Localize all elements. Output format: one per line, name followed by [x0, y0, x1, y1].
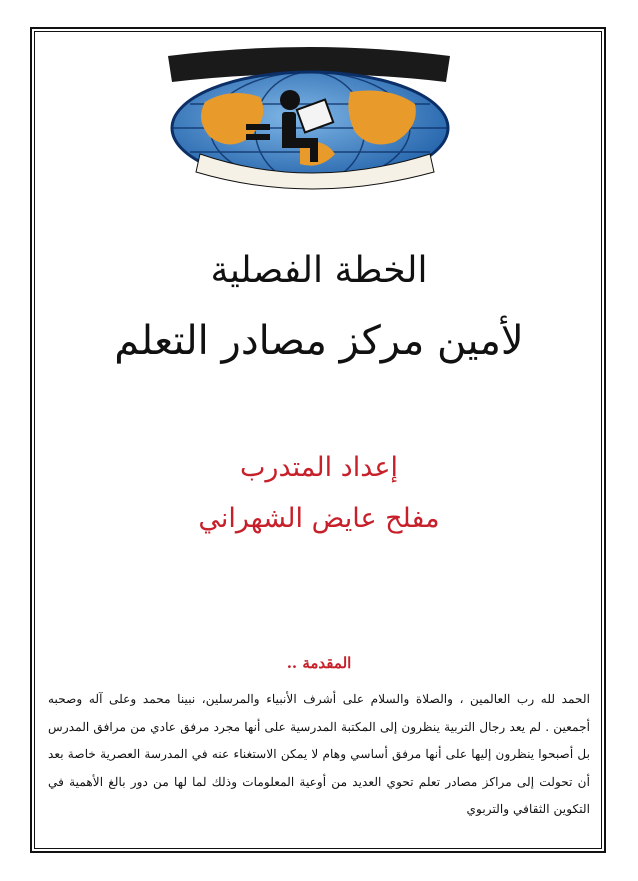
- title-line-1: الخطة الفصلية: [210, 250, 428, 291]
- title-line-2: لأمين مركز مصادر التعلم: [114, 318, 524, 364]
- trainee-name: مفلح عايض الشهراني: [198, 503, 440, 534]
- introduction-body: الحمد لله رب العالمين ، والصلاة والسلام على أشرف الأنبياء والمرسلين، نبينا محمد وعلى آله وصحبه أجمعين . لم يعد رجال التربية ينظرون إلى المكتبة المدرسية على أنها مجرد مرفق عادي من مرافق المدرس بل أصبحوا ينظرون إليها على أنها مرفق أساسي وهام لا يمكن الاستغناء عنه في المدرسة العصرية خاصة بعد أن تحولت إلى مراكز مصادر تعلم تحوي العديد من أوعية المعلومات وذلك لما لها من دور بالغ الأهمية في التكوين الثقافي والتربوي: [48, 692, 590, 816]
- learning-resources-logo: [150, 42, 468, 194]
- prepared-by-label: إعداد المتدرب: [239, 452, 398, 483]
- introduction-heading: المقدمة ..: [286, 654, 352, 672]
